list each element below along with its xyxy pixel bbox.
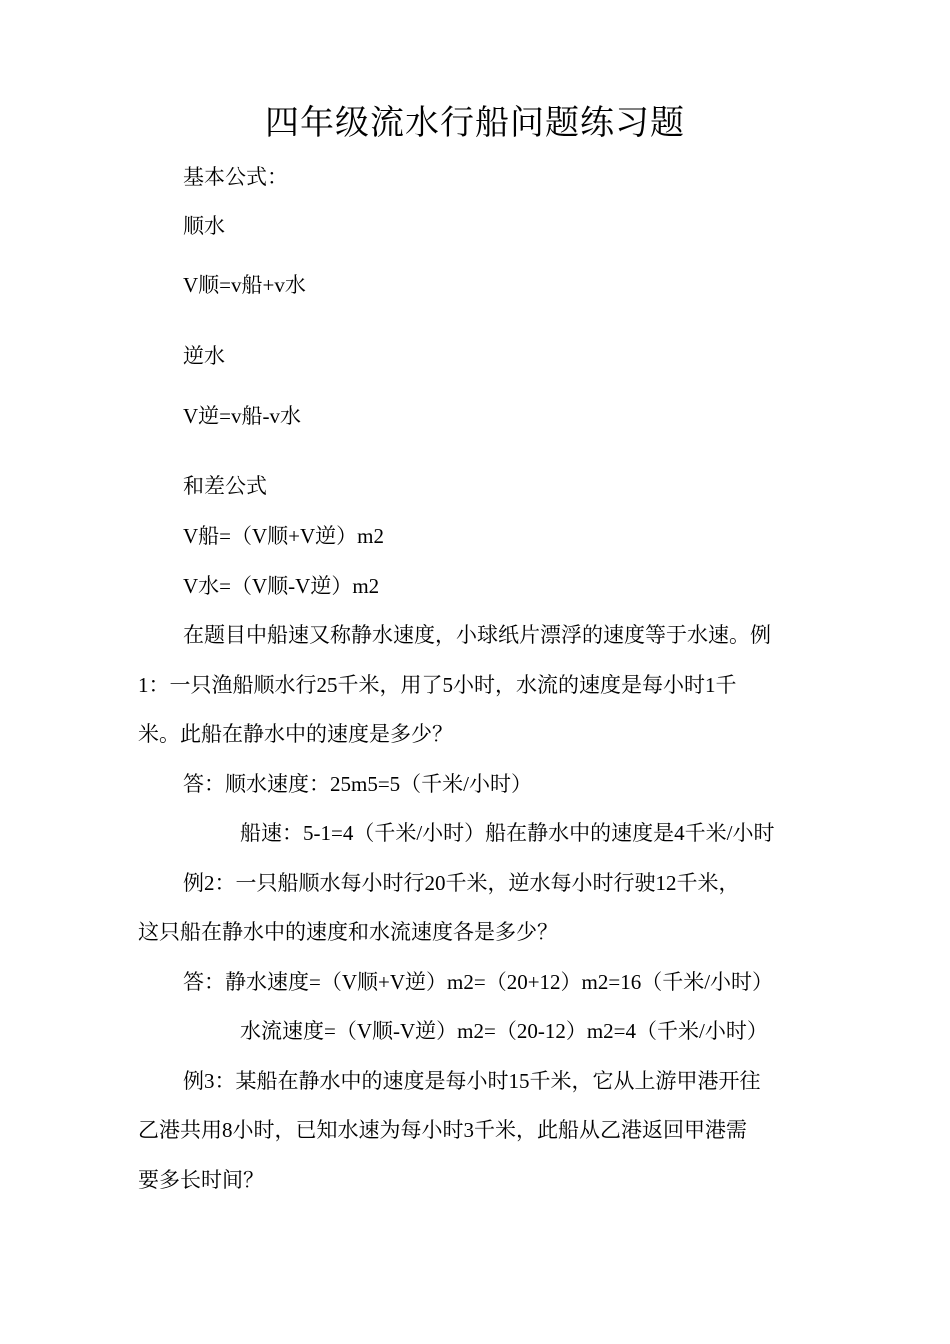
boat-speed-formula: V船=（V顺+V逆）m2 xyxy=(183,524,385,548)
upstream-formula: V逆=v船-v水 xyxy=(183,404,302,428)
example-3-line-3: 要多长时间？ xyxy=(138,1168,264,1192)
answer-2-line-1: 答：静水速度=（V顺+V逆）m2=（20+12）m2=16（千米/小时） xyxy=(183,970,774,994)
intro-paragraph-line-3: 米。此船在静水中的速度是多少？ xyxy=(138,722,453,746)
document-title: 四年级流水行船问题练习题 xyxy=(265,105,685,142)
downstream-label: 顺水 xyxy=(183,214,225,238)
answer-1-line-1: 答：顺水速度：25m5=5（千米/小时） xyxy=(183,772,533,796)
example-2-line-2: 这只船在静水中的速度和水流速度各是多少？ xyxy=(138,920,558,944)
example-2-line-1: 例2：一只船顺水每小时行20千米，逆水每小时行驶12千米， xyxy=(183,871,740,895)
downstream-formula: V顺=v船+v水 xyxy=(183,273,306,297)
formulas-heading: 基本公式： xyxy=(183,165,288,189)
upstream-label: 逆水 xyxy=(183,344,225,368)
water-speed-formula: V水=（V顺-V逆）m2 xyxy=(183,574,380,598)
intro-paragraph-line-2: 1：一只渔船顺水行25千米，用了5小时，水流的速度是每小时1千 xyxy=(138,673,737,697)
example-3-line-1: 例3：某船在静水中的速度是每小时15千米，它从上游甲港开往 xyxy=(183,1069,761,1093)
intro-paragraph-line-1: 在题目中船速又称静水速度，小球纸片漂浮的速度等于水速。例 xyxy=(183,623,771,647)
answer-1-line-2: 船速：5-1=4（千米/小时）船在静水中的速度是4千米/小时 xyxy=(240,821,775,845)
answer-2-line-2: 水流速度=（V顺-V逆）m2=（20-12）m2=4（千米/小时） xyxy=(240,1019,768,1043)
example-3-line-2: 乙港共用8小时，已知水速为每小时3千米，此船从乙港返回甲港需 xyxy=(138,1118,747,1142)
sum-difference-label: 和差公式 xyxy=(183,474,267,498)
